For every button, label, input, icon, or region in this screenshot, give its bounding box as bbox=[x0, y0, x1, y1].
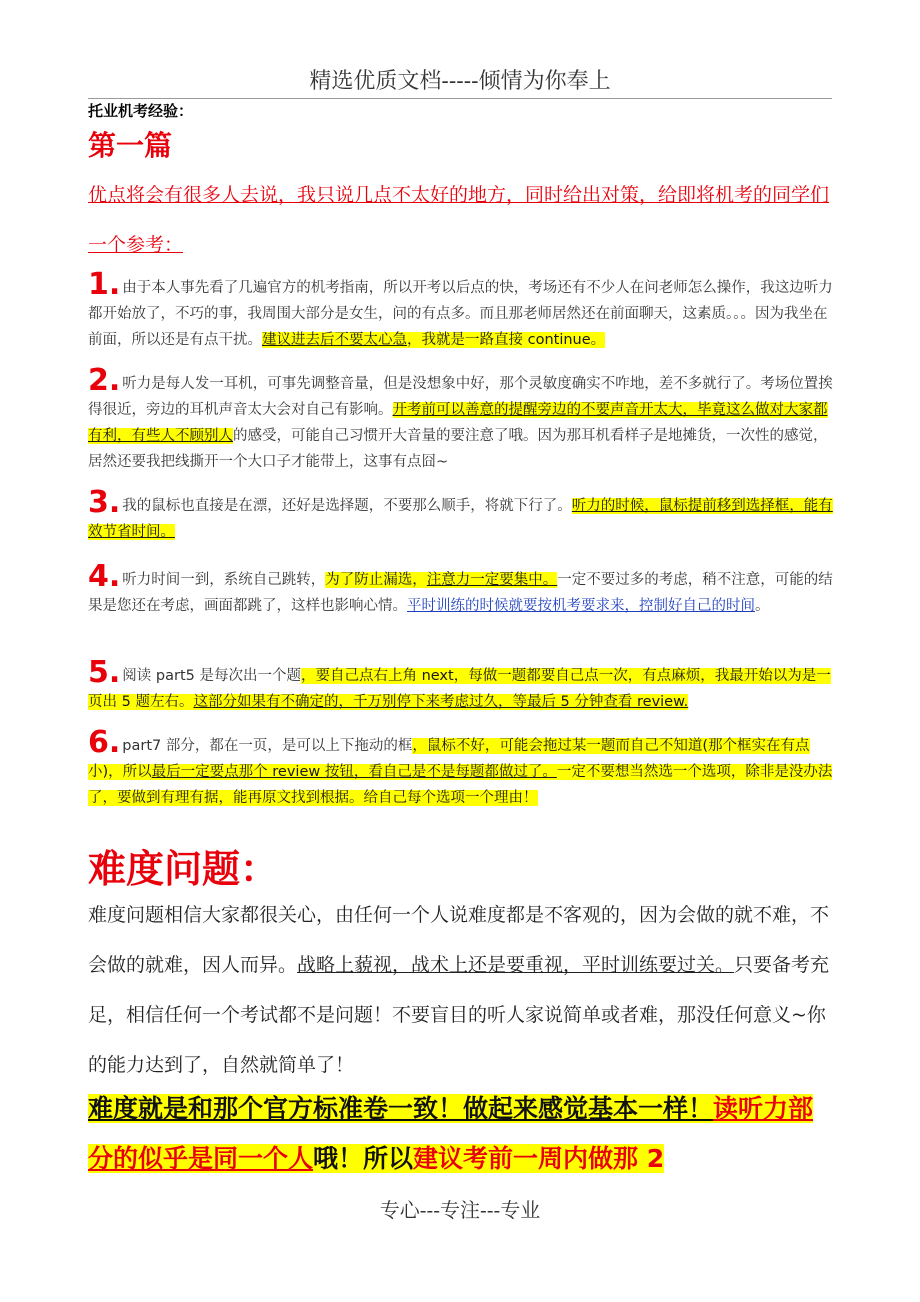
section-heading: 难度问题： bbox=[88, 847, 279, 891]
document-title: 托业机考经验： bbox=[88, 102, 194, 120]
chapter-heading: 第一篇 bbox=[88, 129, 173, 162]
para-underlined: 战略上藐视，战术上还是要重视，平时训练要过关。 bbox=[297, 954, 735, 976]
list-item-2 bbox=[88, 363, 836, 475]
item-number: 1. bbox=[88, 267, 121, 302]
emphasis-highlight: 哦！所以 bbox=[313, 1144, 414, 1173]
emphasis-highlight: 难度就是和那个官方标准卷一致！做起来感觉基本一样！ bbox=[88, 1094, 714, 1123]
difficulty-paragraph bbox=[88, 890, 836, 1090]
item-highlight: 这部分如果有不确定的，千万别停下来考虑过久，等最后 5 分钟查看 review. bbox=[193, 694, 689, 710]
item-highlight: 最后一定要点那个 review 按钮，看自己是不是每题都做过了。 bbox=[151, 764, 557, 780]
emphasis-paragraph bbox=[88, 1084, 836, 1184]
item-number: 4. bbox=[88, 559, 121, 594]
page-footer: 专心---专注---专业 bbox=[379, 1198, 541, 1222]
header-divider bbox=[88, 98, 832, 99]
item-highlight: ，我就是一路直接 continue。 bbox=[407, 332, 606, 348]
item-text: 由于本人事先看了几遍官方的机考指南，所以开考以后点的快，考场还有不少人在问老师怎么操作，我这边听力都开始放了，不巧的事，我周围大部分是女生，问的有点多。而且那老师居然还在前面聊天，这素质。。。因为我坐在前面，所以还是有点干扰。 bbox=[88, 280, 833, 348]
item-highlight: 听力的时候，鼠标提前移到选择框，能有效节省时间。 bbox=[88, 498, 833, 540]
item-text: 一定不要过多的考虑，稍不注意，可能的结果是您还在考虑，画面都跳了，这样也影响心情。 bbox=[88, 572, 833, 614]
item-text: 我的鼠标也直接是在漂，还好是选择题，不要那么顺手，将就下行了。 bbox=[122, 498, 572, 514]
item-highlight: 开考前可以善意的提醒旁边的不要声音开太大，毕竟这么做对大家都有利，有些人不顾别人 bbox=[88, 402, 828, 444]
list-item-6 bbox=[88, 725, 836, 811]
item-number: 2. bbox=[88, 363, 121, 398]
item-number: 5. bbox=[88, 655, 121, 690]
item-text: part7 部分，都在一页，是可以上下拖动的框 bbox=[122, 738, 413, 754]
para-text: 难度问题相信大家都很关心，由任何一个人说难度都是不客观的，因为会做的就不难，不会做的就难，因人而异。 bbox=[88, 904, 830, 976]
item-highlight: ，鼠标不好，可能会拖过某一题而自己不知道(那个框实在有点小)，所以 bbox=[88, 738, 810, 780]
item-highlight: 为了防止漏选， bbox=[325, 572, 427, 588]
list-item-5 bbox=[88, 655, 836, 715]
item-highlight: 一定不要想当然选一个选项，除非是没办法了，要做到有理有据，能再原文找到根据。给自己每个选项一个理由！ bbox=[88, 764, 833, 806]
intro-paragraph: 优点将会有很多人去说，我只说几点不太好的地方，同时给出对策，给即将机考的同学们一个参考： bbox=[88, 184, 830, 256]
item-text: 听力时间一到，系统自己跳转， bbox=[122, 572, 326, 588]
list-item-4 bbox=[88, 559, 836, 619]
list-item-1 bbox=[88, 267, 836, 353]
item-number: 3. bbox=[88, 485, 121, 520]
item-number: 6. bbox=[88, 725, 121, 760]
item-highlight: 注意力一定要集中。 bbox=[426, 572, 558, 588]
item-text: 。 bbox=[755, 598, 770, 614]
list-item-3 bbox=[88, 485, 836, 545]
emphasis-highlight-red: 读听力部分的似乎是同一个人 bbox=[88, 1094, 814, 1173]
item-highlight: 建议进去后不要太心急 bbox=[262, 332, 407, 348]
item-text: 阅读 part5 是每次出一个题 bbox=[122, 668, 301, 684]
page-header: 精选优质文档-----倾情为你奉上 bbox=[309, 69, 611, 94]
para-text: 只要备考充足，相信任何一个考试都不是问题！不要盲目的听人家说简单或者难，那没任何意义~你的能力达到了，自然就简单了！ bbox=[88, 954, 830, 1076]
item-link-text: 平时训练的时候就要按机考要求来，控制好自己的时间 bbox=[407, 598, 755, 614]
item-text: 听力是每人发一耳机，可事先调整音量，但是没想象中好，那个灵敏度确实不咋地，差不多就行了。考场位置挨得很近，旁边的耳机声音太大会对自己有影响。 bbox=[88, 376, 833, 418]
emphasis-highlight-red: 建议考前一周内做那 2 bbox=[413, 1144, 665, 1173]
item-highlight: ，要自己点右上角 next，每做一题都要自己点一次，有点麻烦，我最开始以为是一页出 5 题左右。 bbox=[88, 668, 831, 710]
item-text: 的感受，可能自己习惯开大音量的要注意了哦。因为那耳机看样子是地摊货，一次性的感觉，居然还要我把线撕开一个大口子才能带上，这事有点囧~ bbox=[88, 428, 828, 470]
